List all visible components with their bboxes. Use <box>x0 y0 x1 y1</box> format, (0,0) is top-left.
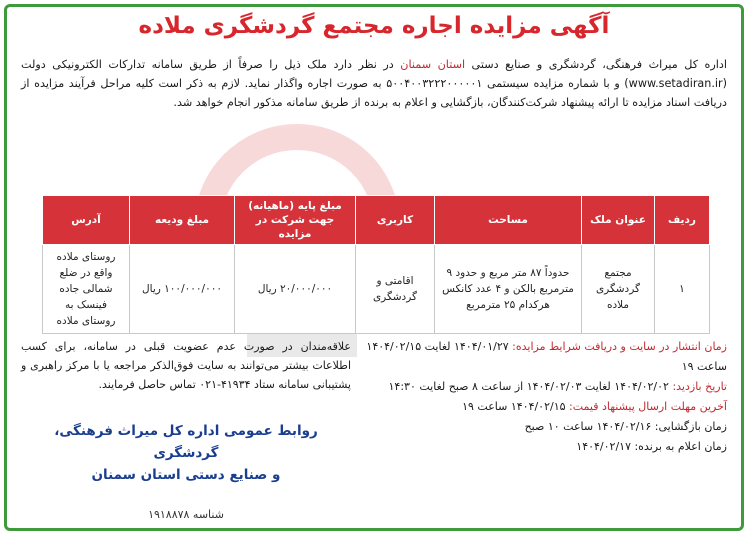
header-property-title: عنوان ملک <box>582 196 655 245</box>
header-area: مساحت <box>435 196 582 245</box>
registration-note: علاقه‌مندان در صورت عدم عضویت قبلی در سامانه، برای کسب اطلاعات بیشتر می‌توانند به سایت فوق‌الذکر مراجعه یا با مرکز راهبری و پشتیبانی سامانه ستاد ۴۱۹۳۴-۰۲۱ تماس حاصل فرمایند. <box>21 340 351 391</box>
cell-property-title: مجتمع گردشگری ملاده <box>582 245 655 334</box>
schedule-announce: زمان اعلام به برنده: ۱۴۰۴/۰۲/۱۷ <box>576 440 727 453</box>
intro-part-3: ) و با شماره مزایده سیستمی ۵۰۰۴۰۰۳۲۲۲۰۰۰۰۰۱ به صورت اجاره واگذار نماید. لازم به ذکر است کلیه مراحل فرآیند مزایده از دریافت اسناد مزایده تا ارائه پیشنهاد شرکت‌کنندگان، بازگشایی و اعلام به برنده از طریق سامانه مذکور انجام خواهد شد. <box>21 77 727 109</box>
header-usage: کاربری <box>356 196 435 245</box>
header-row-number: ردیف <box>655 196 710 245</box>
intro-part-1: اداره کل میراث فرهنگی، گردشگری و صنایع دستی <box>465 58 728 71</box>
schedule-publish: زمان انتشار در سایت و دریافت شرایط مزایده: ۱۴۰۴/۰۱/۲۷ لغایت ۱۴۰۴/۰۲/۱۵ ساعت ۱۹ <box>366 340 727 373</box>
advertisement-frame <box>4 4 744 531</box>
cell-deposit: ۱۰۰/۰۰۰/۰۰۰ ریال <box>130 245 235 334</box>
table-row <box>43 245 710 334</box>
header-base-price: مبلغ پایه (ماهیانه) جهت شرکت در مزایده <box>235 196 356 245</box>
ad-title: آگهی مزایده اجاره مجتمع گردشگری ملاده <box>138 13 610 39</box>
schedule-deadline: آخرین مهلت ارسال پیشنهاد قیمت: ۱۴۰۴/۰۲/۱۵ ساعت ۱۹ <box>462 400 727 413</box>
cell-row-number: ۱ <box>655 245 710 334</box>
table-header-row <box>43 196 710 245</box>
auction-table <box>42 195 710 334</box>
cell-area: حدوداً ۸۷ متر مربع و حدود ۹ مترمربع بالکن و ۴ عدد کانکس هرکدام ۲۵ مترمربع <box>435 245 582 334</box>
cell-address: روستای ملاده واقع در ضلع شمالی جاده فینسک به روستای ملاده <box>43 245 130 334</box>
header-deposit: مبلغ ودیعه <box>130 196 235 245</box>
setadiran-link[interactable]: www.setadiran.ir <box>628 77 723 90</box>
intro-paragraph <box>21 55 727 112</box>
ad-id: شناسه ۱۹۱۸۸۷۸ <box>148 508 224 521</box>
notes-column <box>21 337 351 521</box>
public-relations-signature: روابط عمومی اداره کل میراث فرهنگی، گردشگری و صنایع دستی استان سمنان <box>54 423 318 483</box>
cell-usage: اقامتی و گردشگری <box>356 245 435 334</box>
intro-part-2: در نظر دارد ملک ذیل را صرفاً از طریق سامانه تدارکات الکترونیکی دولت ( <box>21 58 727 90</box>
schedule-visit: تاریخ بازدید: ۱۴۰۴/۰۲/۰۲ لغایت ۱۴۰۴/۰۲/۰۳ از ساعت ۸ صبح لغایت ۱۴:۳۰ <box>388 380 727 393</box>
schedule-list <box>347 337 727 457</box>
header-address: آدرس <box>43 196 130 245</box>
schedule-opening: زمان بازگشایی: ۱۴۰۴/۰۲/۱۶ ساعت ۱۰ صبح <box>524 420 727 433</box>
intro-province: استان سمنان <box>400 58 466 71</box>
cell-base-price: ۲۰/۰۰۰/۰۰۰ ریال <box>235 245 356 334</box>
